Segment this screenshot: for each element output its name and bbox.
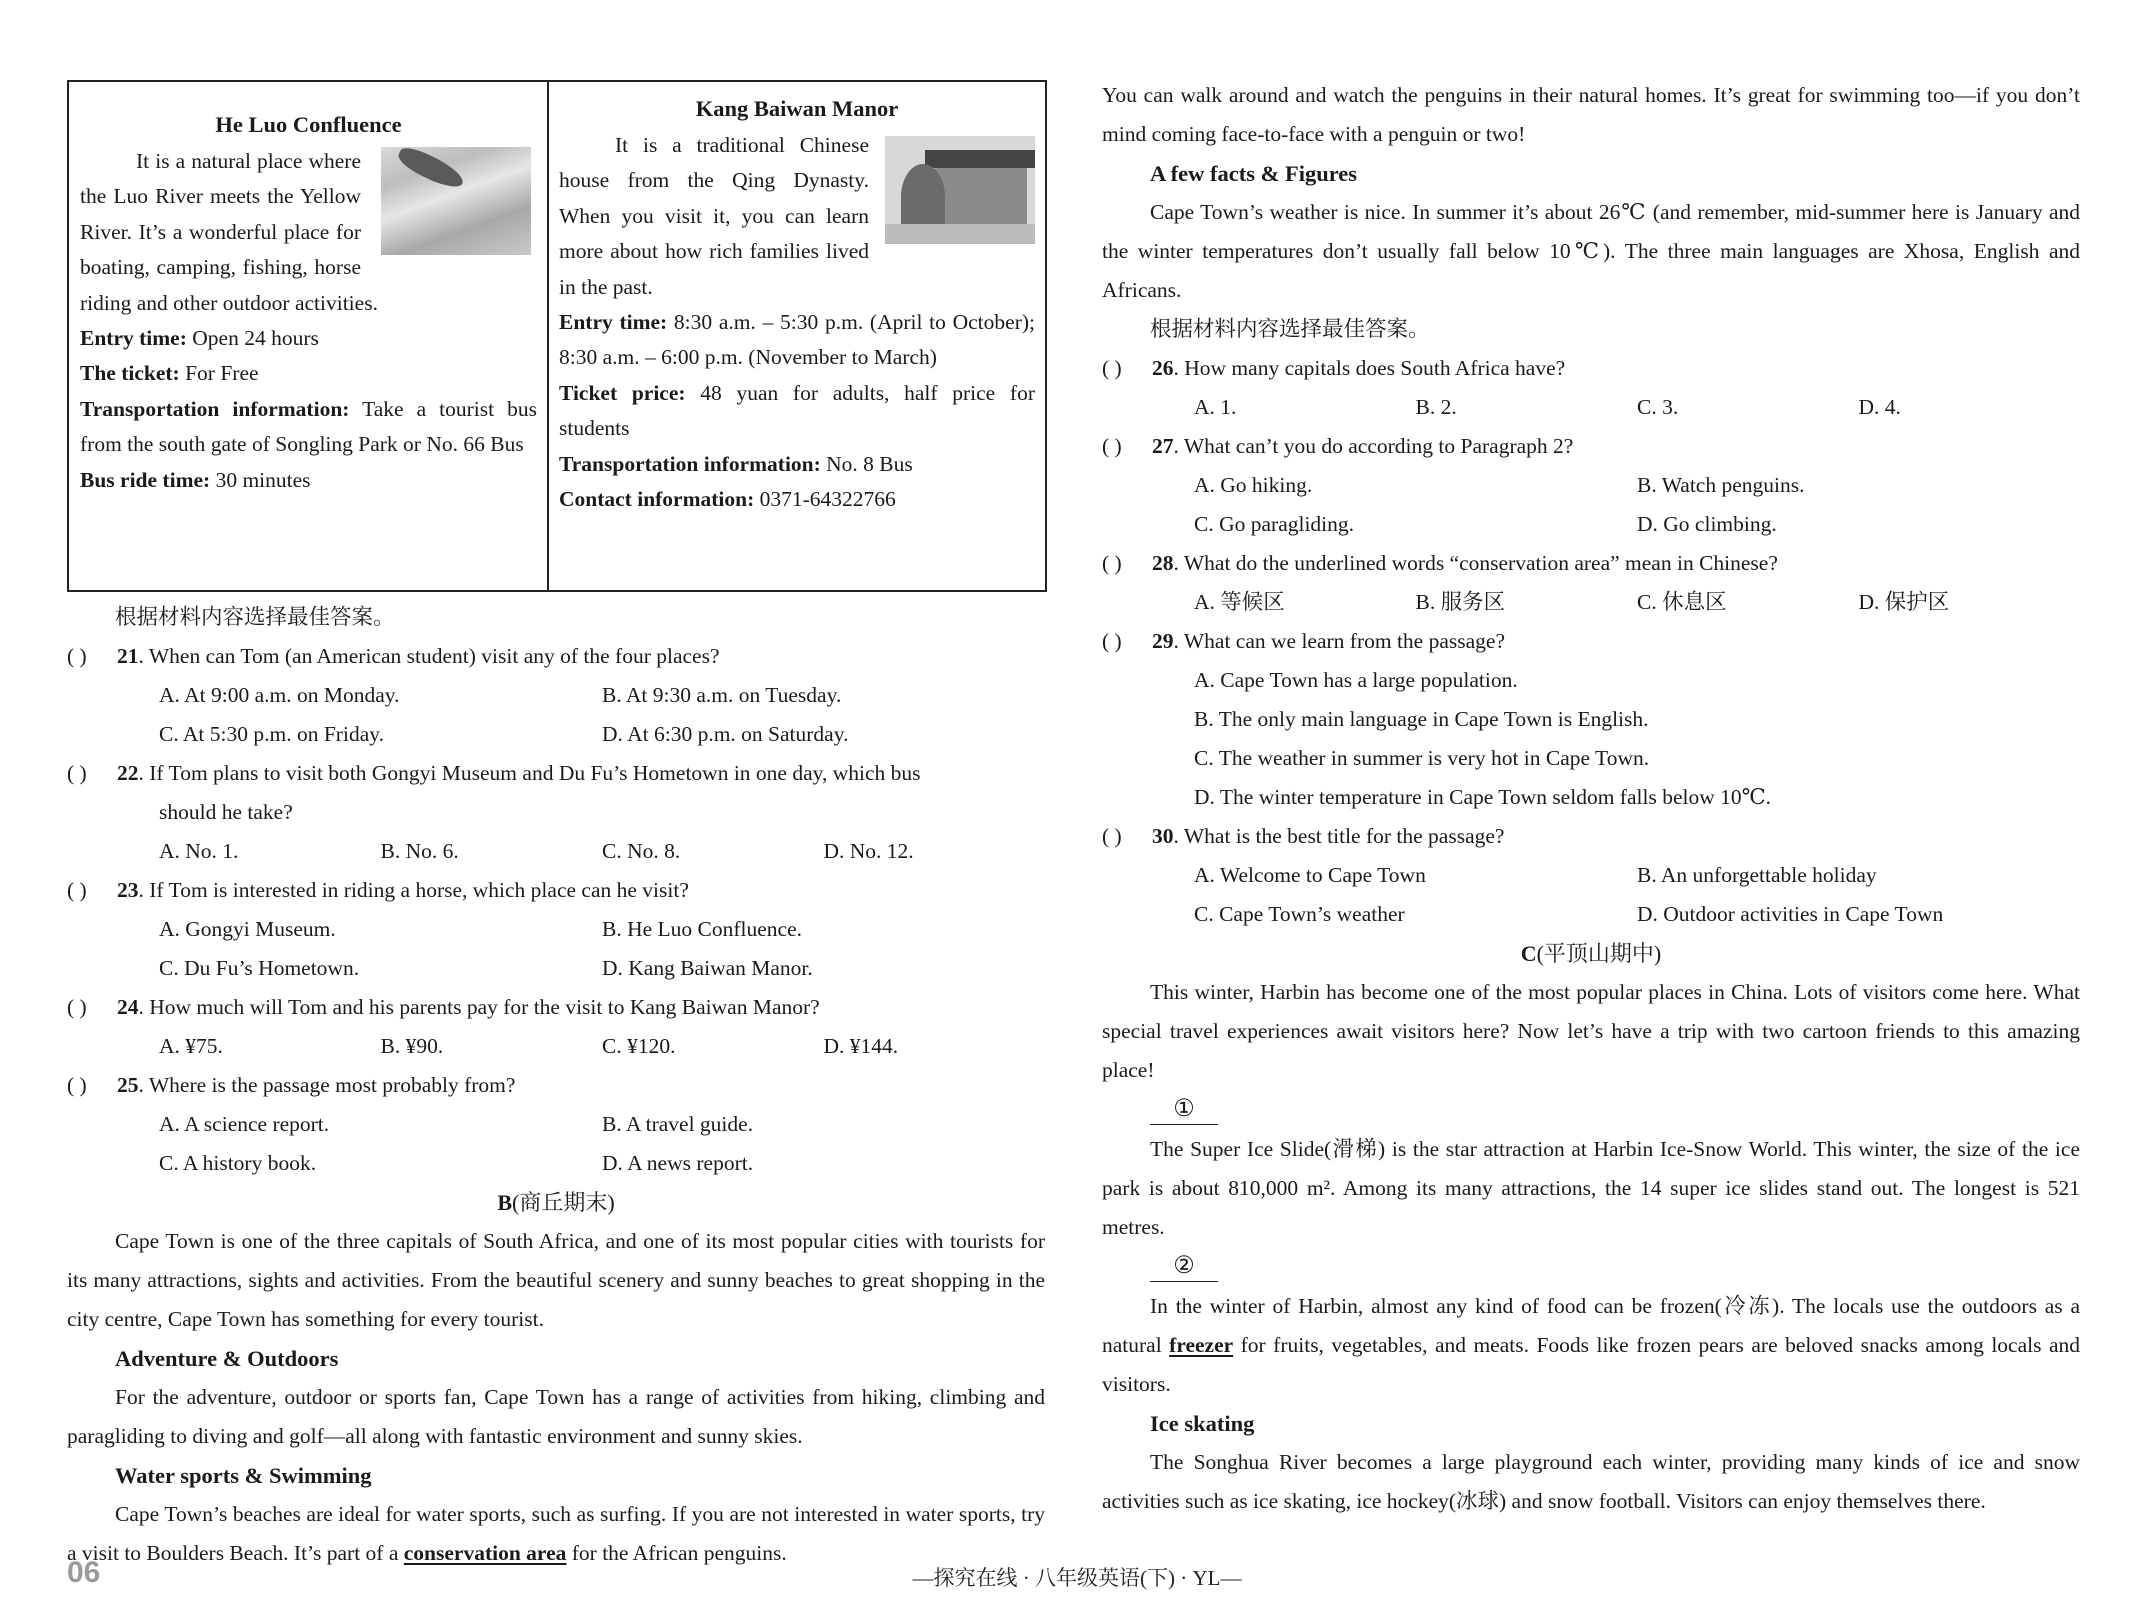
option: A. Cape Town has a large population. [1194, 668, 1518, 692]
left-column [67, 80, 1045, 1573]
option: D. The winter temperature in Cape Town seldom falls below 10℃. [1194, 785, 1772, 809]
section-c-heading: C(平顶山期中) [1520, 941, 1662, 966]
question-21: ( ) 21. When can Tom (an American student) visit any of the four places? [67, 644, 720, 668]
instruction: 根据材料内容选择最佳答案。 [115, 605, 395, 629]
q22-options [67, 832, 1045, 871]
question-28: ( ) 28. What do the underlined words “conservation area” mean in Chinese? [1102, 551, 1778, 575]
option: B. 服务区 [1415, 590, 1506, 614]
option: C. 休息区 [1637, 590, 1727, 614]
right-column [1102, 76, 2080, 1521]
option: B. An unforgettable holiday [1637, 863, 1877, 887]
c-paragraph-1: This winter, Harbin has become one of the most popular places in China. Lots of visitors come here. What special travel experiences await visitors here? Now let’s have a trip with two cartoon friends to this amazing place! [1102, 980, 2080, 1082]
question-22-cont: should he take? [159, 800, 293, 824]
he-luo-cell [69, 82, 549, 590]
page-number: 06 [67, 1556, 101, 1589]
q21-options [67, 676, 1045, 754]
option: A. At 9:00 a.m. on Monday. [159, 683, 400, 707]
q25-options [67, 1105, 1045, 1183]
question-22: ( ) 22. If Tom plans to visit both Gongyi Museum and Du Fu’s Hometown in one day, which bus [67, 761, 921, 785]
option: A. A science report. [159, 1112, 330, 1136]
option: D. Outdoor activities in Cape Town [1637, 902, 1944, 926]
option: C. No. 8. [602, 839, 681, 863]
he-luo-title: He Luo Confluence [215, 112, 402, 137]
question-23: ( ) 23. If Tom is interested in riding a horse, which place can he visit? [67, 878, 689, 902]
kang-baiwan-title: Kang Baiwan Manor [695, 96, 899, 121]
option: C. Cape Town’s weather [1194, 902, 1405, 926]
instruction-2: 根据材料内容选择最佳答案。 [1150, 317, 1430, 341]
q24-options [67, 1027, 1045, 1066]
kang-baiwan-cell [549, 82, 1045, 590]
q26-options [1102, 388, 2080, 427]
option: A. No. 1. [159, 839, 239, 863]
he-luo-photo [381, 147, 531, 255]
c-paragraph-3: In the winter of Harbin, almost any kind of food can be frozen(冷冻). The locals use the outdoors as a natural freezer for fruits, vegetables, and meats. Foods like frozen pears are beloved snacks among locals and visitors. [1102, 1294, 2080, 1396]
blank-2: ② [1150, 1251, 1218, 1282]
he-luo-desc: It is a natural place where the Luo River meets the Yellow River. It’s a wonderful place for boating, camping, fishing, horse riding and other outdoor activities. [80, 149, 378, 315]
blank-1: ① [1150, 1094, 1218, 1125]
q30-options [1102, 856, 2080, 934]
he-luo-ticket: The ticket: For Free [80, 361, 259, 386]
option: C. The weather in summer is very hot in Cape Town. [1194, 746, 1650, 770]
he-luo-ride: Bus ride time: 30 minutes [80, 467, 311, 492]
b-paragraph-1: Cape Town is one of the three capitals of South Africa, and one of its most popular cities with tourists for its many attractions, sights and activities. From the beautiful scenery and sunny beaches to great shopping in the city centre, Cape Town has something for every tourist. [67, 1229, 1045, 1331]
option: A. ¥75. [159, 1034, 223, 1058]
kang-baiwan-ticket: Ticket price: 48 yuan for adults, half price for students [559, 380, 1035, 441]
option: C. ¥120. [602, 1034, 676, 1058]
option: B. The only main language in Cape Town is English. [1194, 707, 1649, 731]
option: D. Go climbing. [1637, 512, 1777, 536]
option: D. At 6:30 p.m. on Saturday. [602, 722, 849, 746]
b-paragraph-3: Cape Town’s beaches are ideal for water sports, such as surfing. If you are not interested in water sports, try a visit to Boulders Beach. It’s part of a conservation area for the African penguins. [67, 1502, 1045, 1565]
question-24: ( ) 24. How much will Tom and his parents pay for the visit to Kang Baiwan Manor? [67, 995, 820, 1019]
b-paragraph-4: Cape Town’s weather is nice. In summer it’s about 26℃ (and remember, mid-summer here is January and the winter temperatures don’t usually fall below 10℃). The three main languages are Xhosa, English and Africans. [1102, 200, 2080, 302]
q28-options [1102, 583, 2080, 622]
option: B. No. 6. [380, 839, 459, 863]
option: C. Du Fu’s Hometown. [159, 956, 360, 980]
question-26: ( ) 26. How many capitals does South Africa have? [1102, 356, 1566, 380]
q29-options [1102, 661, 2080, 817]
c-heading-ice-skating: Ice skating [1150, 1411, 1255, 1436]
option: A. Go hiking. [1194, 473, 1313, 497]
b-heading-facts: A few facts & Figures [1150, 161, 1358, 186]
he-luo-transport: Transportation information: Take a tourist bus from the south gate of Songling Park or No. 66 Bus [80, 396, 537, 457]
option: B. At 9:30 a.m. on Tuesday. [602, 683, 842, 707]
kang-baiwan-entry: Entry time: 8:30 a.m. – 5:30 p.m. (April to October); 8:30 a.m. – 6:00 p.m. (November to March) [559, 310, 1035, 370]
b-paragraph-2: For the adventure, outdoor or sports fan, Cape Town has a range of activities from hiking, climbing and paragliding to diving and golf—all along with fantastic environment and sunny skies. [67, 1385, 1045, 1448]
option: B. ¥90. [380, 1034, 444, 1058]
option: D. A news report. [602, 1151, 754, 1175]
option: C. Go paragliding. [1194, 512, 1355, 536]
freezer-underlined: freezer [1169, 1333, 1234, 1357]
option: C. At 5:30 p.m. on Friday. [159, 722, 384, 746]
option: B. A travel guide. [602, 1112, 754, 1136]
manor-photo [885, 136, 1035, 244]
option: D. ¥144. [823, 1034, 899, 1058]
q23-options [67, 910, 1045, 988]
question-29: ( ) 29. What can we learn from the passage? [1102, 629, 1506, 653]
attractions-table [67, 80, 1047, 592]
option: C. A history book. [159, 1151, 317, 1175]
footer-title: —探究在线 · 八年级英语(下) · YL— [912, 1566, 1242, 1590]
option: A. Gongyi Museum. [159, 917, 336, 941]
kang-baiwan-desc: It is a traditional Chinese house from the Qing Dynasty. When you visit it, you can learn more about how rich families lived in the past. [559, 133, 869, 299]
he-luo-entry: Entry time: Open 24 hours [80, 326, 319, 351]
question-27: ( ) 27. What can’t you do according to Paragraph 2? [1102, 434, 1574, 458]
c-paragraph-2: The Super Ice Slide(滑梯) is the star attraction at Harbin Ice-Snow World. This winter, the size of the ice park is about 810,000 m². Among its many attractions, the 14 super ice slides stand out. The longest is 521 metres. [1102, 1137, 2080, 1239]
option: A. 1. [1194, 395, 1237, 419]
b-heading-adventure: Adventure & Outdoors [115, 1346, 339, 1371]
c-paragraph-4: The Songhua River becomes a large playground each winter, providing many kinds of ice and snow activities such as ice skating, ice hockey(冰球) and snow football. Visitors can enjoy themselves there. [1102, 1450, 2080, 1513]
option: D. No. 12. [823, 839, 914, 863]
conservation-area-underlined: conservation area [403, 1541, 567, 1565]
kang-baiwan-transport: Transportation information: No. 8 Bus [559, 451, 913, 476]
option: D. 4. [1858, 395, 1901, 419]
option: B. 2. [1415, 395, 1457, 419]
question-25: ( ) 25. Where is the passage most probably from? [67, 1073, 516, 1097]
kang-baiwan-contact: Contact information: 0371-64322766 [559, 487, 896, 512]
option: D. Kang Baiwan Manor. [602, 956, 813, 980]
option: A. 等候区 [1194, 590, 1285, 614]
b-paragraph-3-cont: You can walk around and watch the penguins in their natural homes. It’s great for swimming too—if you don’t mind coming face-to-face with a penguin or two! [1102, 83, 2080, 146]
b-heading-water: Water sports & Swimming [115, 1463, 372, 1488]
q27-options [1102, 466, 2080, 544]
question-30: ( ) 30. What is the best title for the passage? [1102, 824, 1505, 848]
option: B. He Luo Confluence. [602, 917, 803, 941]
option: C. 3. [1637, 395, 1679, 419]
option: B. Watch penguins. [1637, 473, 1805, 497]
section-b-heading: B(商丘期末) [497, 1190, 615, 1215]
option: A. Welcome to Cape Town [1194, 863, 1426, 887]
option: D. 保护区 [1858, 590, 1950, 614]
